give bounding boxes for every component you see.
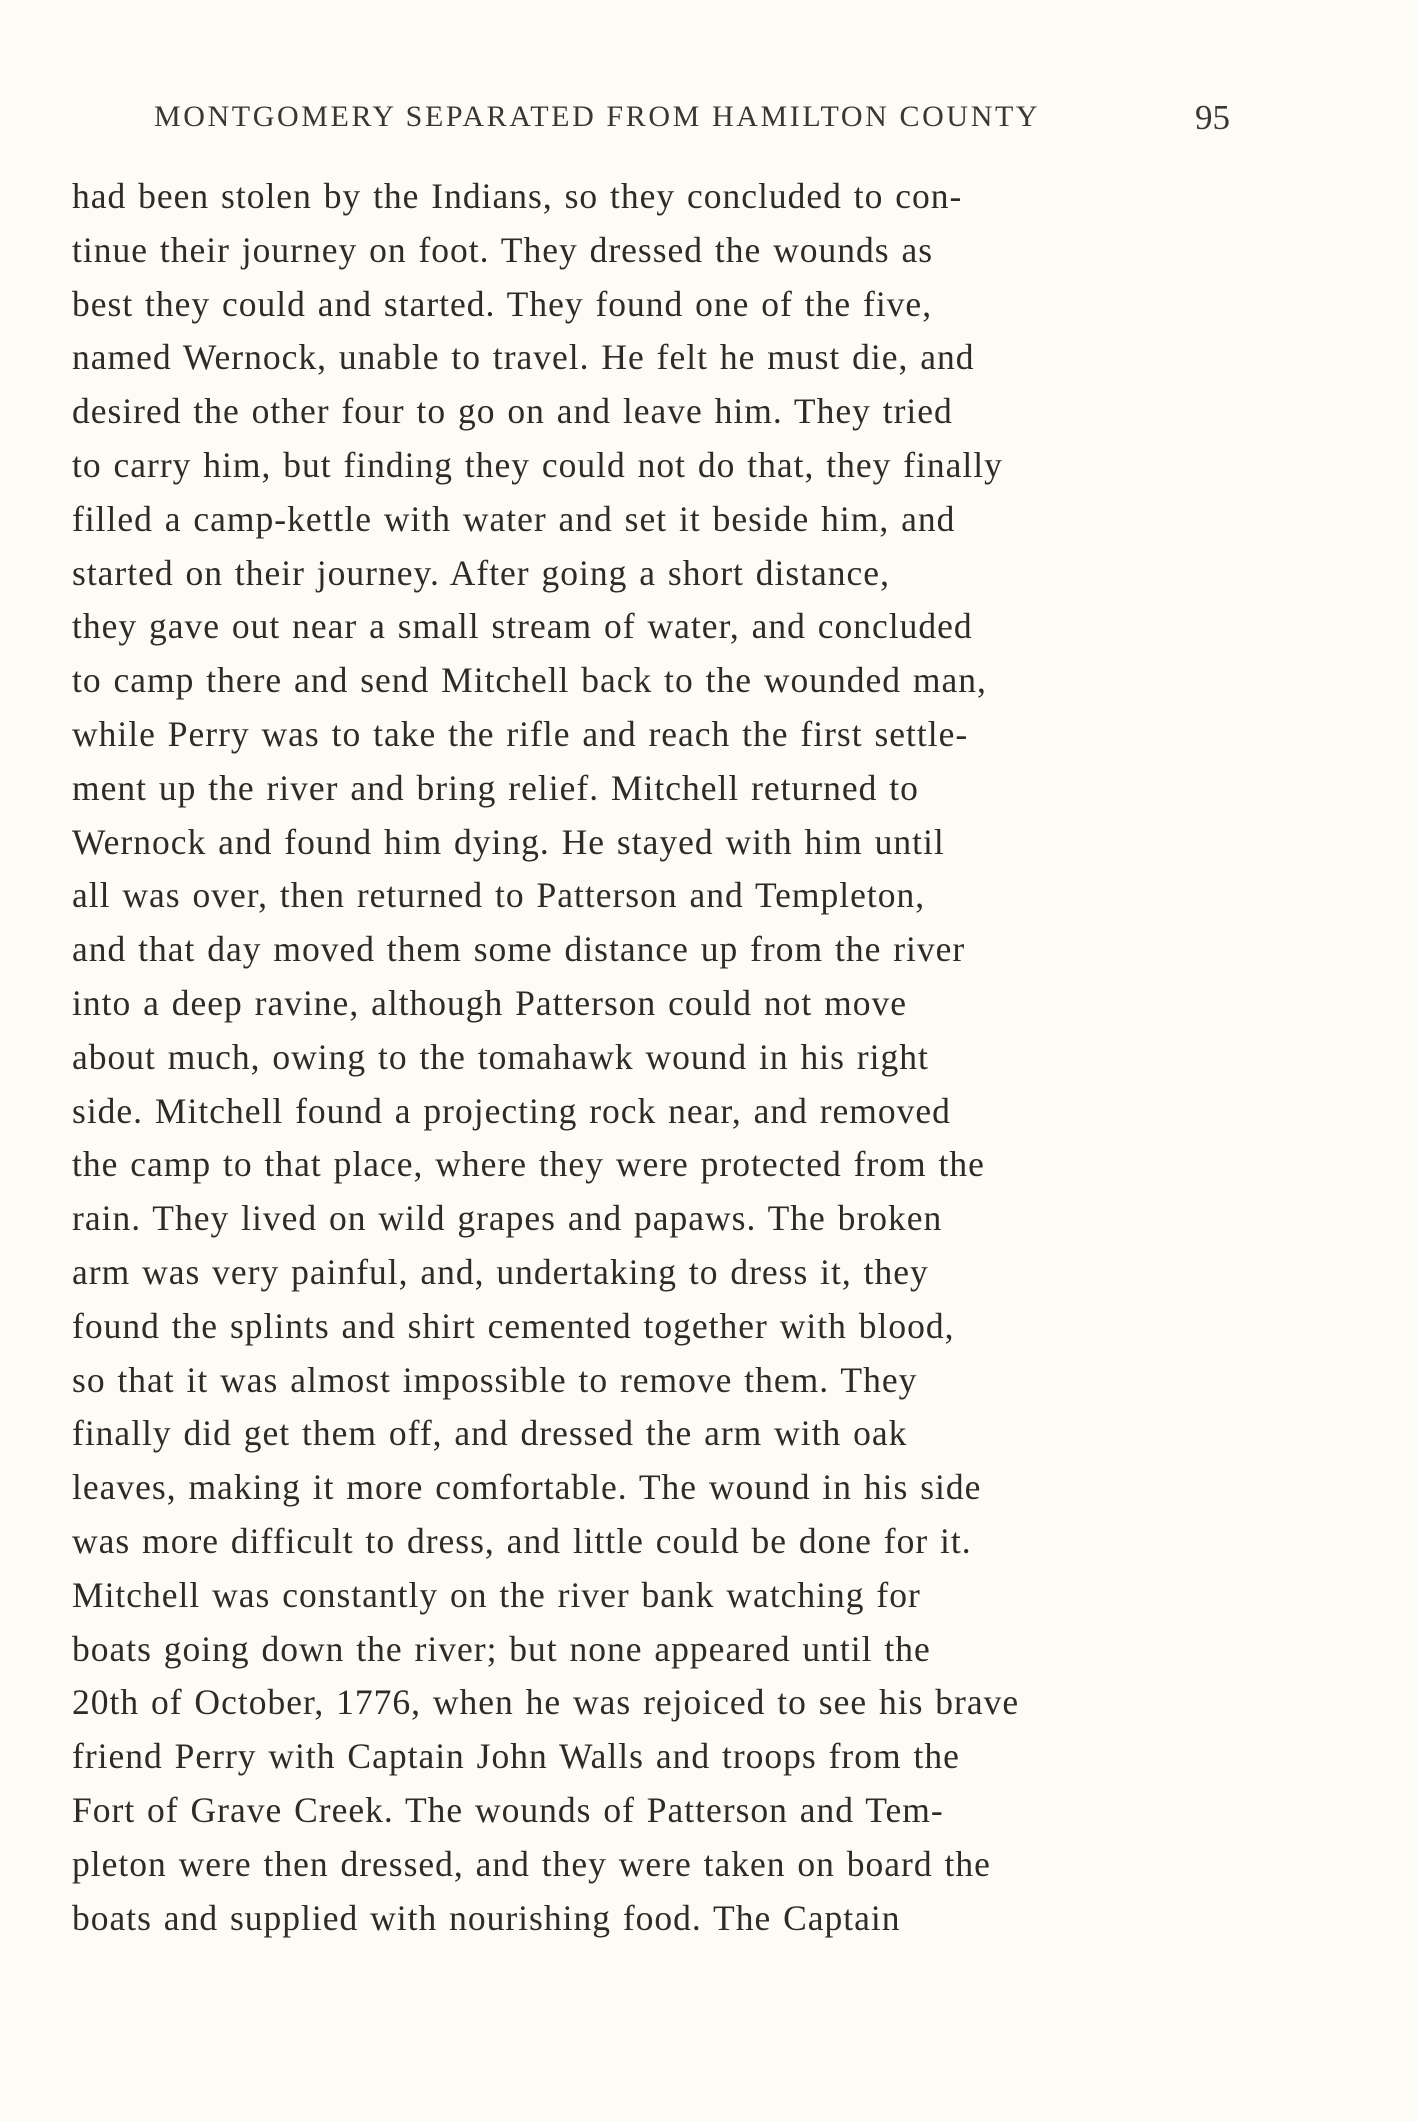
- text-line: into a deep ravine, although Patterson could not move: [72, 982, 908, 1023]
- text-line: about much, owing to the tomahawk wound in his right: [72, 1036, 929, 1077]
- text-line: and that day moved them some distance up from the river: [72, 929, 966, 970]
- text-line: ment up the river and bring relief. Mitchell returned to: [72, 767, 919, 808]
- body-text: [72, 170, 1232, 1945]
- text-line: 20th of October, 1776, when he was rejoiced to see his brave: [72, 1682, 1020, 1723]
- text-line: rain. They lived on wild grapes and papaws. The broken: [72, 1198, 943, 1239]
- text-line: named Wernock, unable to travel. He felt he must die, and: [72, 337, 975, 378]
- text-line: was more difficult to dress, and little could be done for it.: [72, 1520, 972, 1561]
- text-line: finally did get them off, and dressed the arm with oak: [72, 1413, 908, 1454]
- text-line: Wernock and found him dying. He stayed with him until: [72, 821, 945, 862]
- text-line: leaves, making it more comfortable. The wound in his side: [72, 1467, 982, 1508]
- text-line: boats and supplied with nourishing food. The Captain: [72, 1897, 901, 1938]
- text-line: boats going down the river; but none appeared until the: [72, 1628, 931, 1669]
- text-line: found the splints and shirt cemented together with blood,: [72, 1305, 955, 1346]
- text-line: to camp there and send Mitchell back to the wounded man,: [72, 660, 987, 701]
- text-line: arm was very painful, and, undertaking to dress it, they: [72, 1251, 929, 1292]
- text-line: best they could and started. They found one of the five,: [72, 283, 933, 324]
- text-line: desired the other four to go on and leave him. They tried: [72, 391, 953, 432]
- text-line: had been stolen by the Indians, so they concluded to con-: [72, 176, 963, 216]
- text-line: to carry him, but finding they could not do that, they finally: [72, 444, 1003, 485]
- text-line: Mitchell was constantly on the river bank watching for: [72, 1574, 921, 1615]
- running-head: [154, 100, 1230, 140]
- text-line: pleton were then dressed, and they were taken on board the: [72, 1843, 991, 1884]
- text-line: they gave out near a small stream of water, and concluded: [72, 606, 973, 647]
- text-line: Fort of Grave Creek. The wounds of Patterson and Tem-: [72, 1789, 944, 1830]
- text-line: side. Mitchell found a projecting rock near, and removed: [72, 1090, 951, 1131]
- text-line: started on their journey. After going a short distance,: [72, 552, 890, 593]
- running-title: MONTGOMERY SEPARATED FROM HAMILTON COUNTY: [154, 100, 1041, 133]
- text-line: so that it was almost impossible to remove them. They: [72, 1359, 918, 1400]
- text-line: all was over, then returned to Patterson and Templeton,: [72, 875, 926, 916]
- text-line: friend Perry with Captain John Walls and troops from the: [72, 1736, 960, 1777]
- text-line: filled a camp-kettle with water and set it beside him, and: [72, 498, 956, 539]
- text-line: tinue their journey on foot. They dressed the wounds as: [72, 229, 934, 270]
- text-line: while Perry was to take the rifle and reach the first settle-: [72, 713, 969, 754]
- page-number: 95: [1195, 98, 1230, 137]
- text-line: the camp to that place, where they were protected from the: [72, 1144, 985, 1185]
